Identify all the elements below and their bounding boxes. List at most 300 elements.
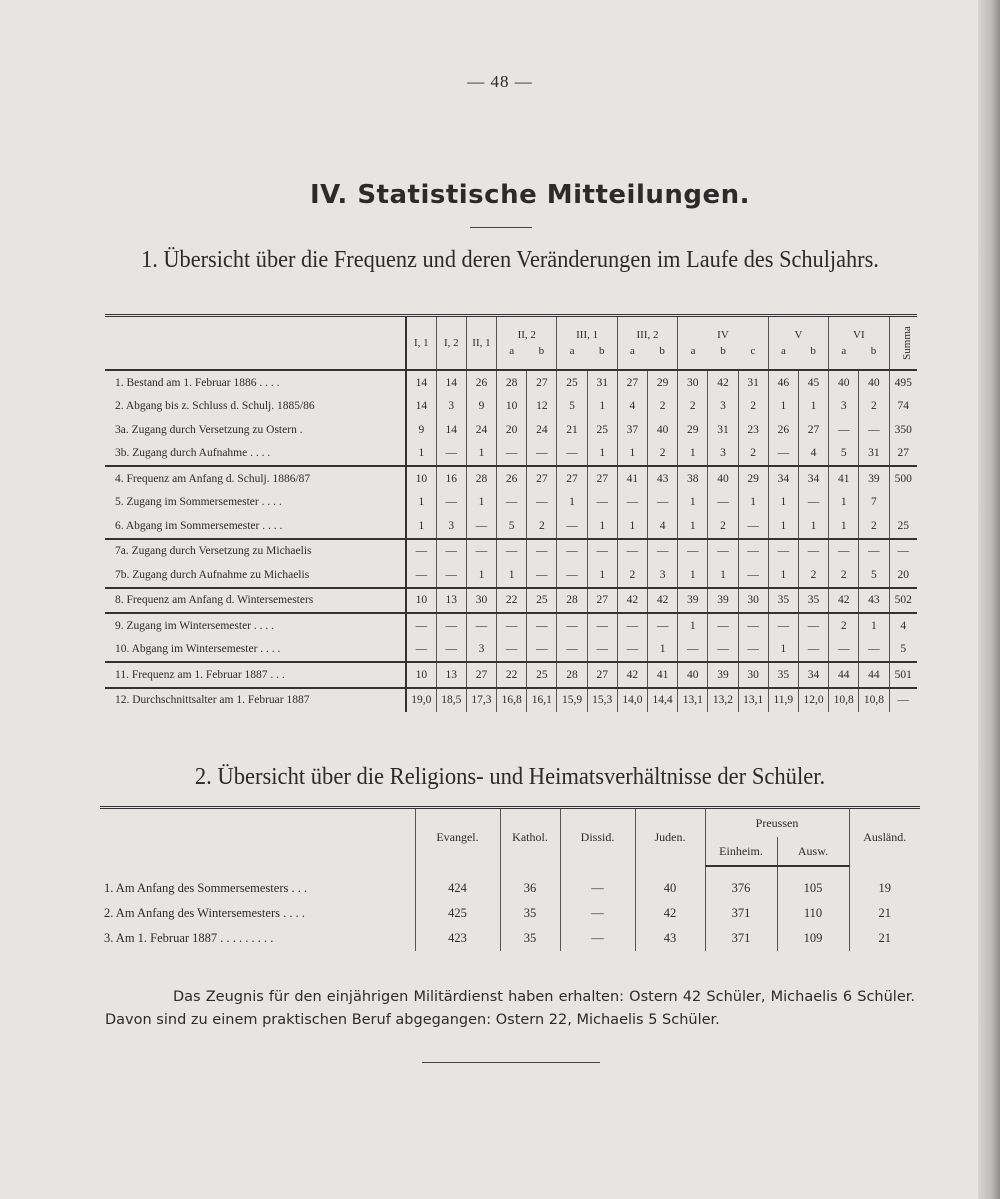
section-title: IV. Statistische Mitteilungen.	[309, 180, 751, 210]
table-cell: —	[648, 613, 678, 638]
table-cell: 1	[617, 442, 647, 467]
table-cell: 42	[708, 370, 738, 395]
preussen-header: Preussen	[705, 808, 849, 838]
table-cell: —	[560, 901, 635, 926]
table-cell: 2	[798, 563, 828, 588]
table-cell: 424	[415, 866, 500, 901]
table-cell: 1	[466, 491, 496, 515]
table-cell: 26	[768, 418, 798, 442]
table-cell: —	[560, 926, 635, 951]
class-header: I, 2	[436, 316, 466, 371]
table-cell: 27	[798, 418, 828, 442]
table-cell: —	[436, 442, 466, 467]
table-cell: 35	[768, 588, 798, 614]
table-cell: 15,3	[587, 688, 617, 713]
table-cell: 35	[500, 926, 560, 951]
table-cell: —	[406, 563, 436, 588]
table-cell: 2	[527, 514, 557, 539]
table-cell: 27	[557, 466, 587, 491]
table-cell: —	[587, 491, 617, 515]
frequency-table	[105, 314, 917, 712]
table-cell: 1	[617, 514, 647, 539]
dissid-header: Dissid.	[560, 808, 635, 867]
table-cell: 28	[466, 466, 496, 491]
table-cell: 1	[406, 514, 436, 539]
table-cell: 29	[738, 466, 768, 491]
table-cell: 2	[738, 395, 768, 419]
table-cell: 41	[648, 662, 678, 688]
table-cell: 43	[635, 926, 705, 951]
table-cell: 13	[436, 588, 466, 614]
table-cell: 5	[829, 442, 859, 467]
table-cell: 36	[500, 866, 560, 901]
class-header: V a b	[768, 316, 828, 371]
table-row	[100, 901, 920, 926]
table-cell: 1	[768, 638, 798, 663]
table-row	[105, 370, 917, 395]
class-header: III, 1 a b	[557, 316, 617, 371]
table-cell: —	[768, 539, 798, 564]
table-cell: —	[648, 491, 678, 515]
page-number: — 48 —	[467, 72, 533, 91]
table-cell: 39	[859, 466, 889, 491]
table-cell: —	[406, 638, 436, 663]
table-cell: 3	[436, 395, 466, 419]
table-cell: —	[527, 491, 557, 515]
table-cell: 13,1	[738, 688, 768, 713]
table-cell: —	[406, 539, 436, 564]
table-cell: —	[436, 563, 466, 588]
table-cell: 502	[889, 588, 917, 614]
table-cell: —	[557, 638, 587, 663]
table-row	[105, 563, 917, 588]
table-cell: —	[859, 638, 889, 663]
table-cell: 16	[436, 466, 466, 491]
table-cell: 10	[497, 395, 527, 419]
table-cell: 39	[708, 588, 738, 614]
table-cell: —	[527, 539, 557, 564]
table-cell: 46	[768, 370, 798, 395]
table-cell: 30	[678, 370, 708, 395]
table-cell: 27	[466, 662, 496, 688]
table-cell: 25	[587, 418, 617, 442]
table-cell: 35	[768, 662, 798, 688]
ausw-header: Ausw.	[777, 837, 849, 866]
table-cell: —	[497, 638, 527, 663]
table-row	[105, 588, 917, 614]
table-cell: 1	[798, 395, 828, 419]
table-cell: 10	[406, 466, 436, 491]
table-cell: —	[557, 613, 587, 638]
table-cell: —	[587, 613, 617, 638]
table-cell: 27	[889, 442, 917, 467]
table-cell: 25	[557, 370, 587, 395]
table-cell: 30	[738, 588, 768, 614]
label-header	[105, 316, 406, 371]
table-cell: 1	[768, 491, 798, 515]
table-cell: 2	[829, 563, 859, 588]
table-cell: 44	[859, 662, 889, 688]
class-header: I, 1	[406, 316, 436, 371]
table-cell: 21	[849, 926, 920, 951]
table-cell: 20	[889, 563, 917, 588]
table-cell: —	[829, 418, 859, 442]
table-cell: 18,5	[436, 688, 466, 713]
table-cell: —	[587, 638, 617, 663]
table-cell: 19	[849, 866, 920, 901]
table-cell: —	[617, 613, 647, 638]
table-cell: —	[557, 539, 587, 564]
table-row	[105, 638, 917, 663]
table-cell: —	[406, 613, 436, 638]
row-label: 3a. Zugang durch Versetzung zu Ostern .	[105, 418, 406, 442]
table-cell: 21	[557, 418, 587, 442]
table-cell: 2	[648, 442, 678, 467]
table-cell: 15,9	[557, 688, 587, 713]
table-cell: 1	[678, 563, 708, 588]
table-cell: —	[738, 563, 768, 588]
table-cell: —	[527, 613, 557, 638]
table-cell: —	[708, 613, 738, 638]
table-cell: 45	[798, 370, 828, 395]
table-cell: 42	[648, 588, 678, 614]
row-label: 3. Am 1. Februar 1887 . . . . . . . . .	[104, 931, 274, 945]
table-cell: —	[798, 613, 828, 638]
table-cell: 350	[889, 418, 917, 442]
table-cell: 3	[708, 395, 738, 419]
table-cell: 74	[889, 395, 917, 419]
table-cell: 371	[705, 926, 777, 951]
table-cell: 27	[587, 662, 617, 688]
table-cell: 1	[678, 514, 708, 539]
frequency-table-body	[105, 370, 917, 712]
row-label: 7b. Zugang durch Aufnahme zu Michaelis	[105, 563, 406, 588]
table-cell: 31	[587, 370, 617, 395]
table-cell: 26	[466, 370, 496, 395]
table-cell: 44	[829, 662, 859, 688]
table-cell: 27	[617, 370, 647, 395]
table-cell: —	[617, 491, 647, 515]
table-cell: 376	[705, 866, 777, 901]
table-cell: —	[497, 539, 527, 564]
table-cell: 3	[466, 638, 496, 663]
table-row	[105, 613, 917, 638]
table-cell: —	[708, 539, 738, 564]
row-label: 6. Abgang im Sommersemester . . . .	[105, 514, 406, 539]
frequency-table-header	[105, 316, 917, 371]
table1-title: 1. Übersicht über die Frequenz und deren Veränderungen im Laufe des Schuljahrs.	[141, 247, 879, 273]
table-cell: —	[738, 613, 768, 638]
table-cell: —	[768, 613, 798, 638]
table-cell: 1	[466, 563, 496, 588]
row-label: 7a. Zugang durch Versetzung zu Michaelis	[105, 539, 406, 564]
table-cell: —	[497, 613, 527, 638]
table-cell: 371	[705, 901, 777, 926]
table-cell: 1	[829, 491, 859, 515]
table-cell: 14	[436, 370, 466, 395]
table-cell: 110	[777, 901, 849, 926]
row-label: 11. Frequenz am 1. Februar 1887 . . .	[105, 662, 406, 688]
table-row	[105, 491, 917, 515]
table-cell: 27	[527, 466, 557, 491]
row-label: 10. Abgang im Wintersemester . . . .	[105, 638, 406, 663]
table-cell: 29	[678, 418, 708, 442]
table-cell: 13,2	[708, 688, 738, 713]
table-cell: 10,8	[859, 688, 889, 713]
table-cell: 13	[436, 662, 466, 688]
table-cell: 1	[768, 563, 798, 588]
table-cell: 25	[527, 588, 557, 614]
table-cell: 1	[678, 442, 708, 467]
table-cell: —	[557, 442, 587, 467]
footnote-paragraph: Das Zeugnis für den einjährigen Militärdienst haben erhalten: Ostern 42 Schüler, Michaelis 6 Schüler. Davon sind zu einem praktischen Beruf abgegangen: Ostern 22, Michaelis 5 Schüler.	[105, 989, 915, 1028]
table-cell: —	[466, 514, 496, 539]
row-label: 3b. Zugang durch Aufnahme . . . .	[105, 442, 406, 467]
table-cell: 14	[406, 370, 436, 395]
table-cell: 28	[557, 588, 587, 614]
table-cell: 31	[708, 418, 738, 442]
table-cell: 39	[708, 662, 738, 688]
table-cell: 2	[617, 563, 647, 588]
table-cell: 31	[859, 442, 889, 467]
table-cell: —	[859, 418, 889, 442]
table-cell: 13,1	[678, 688, 708, 713]
table-cell: 34	[768, 466, 798, 491]
table-cell: 14	[406, 395, 436, 419]
auslaend-header: Ausländ.	[849, 808, 920, 867]
table-cell: —	[738, 539, 768, 564]
table-row	[105, 514, 917, 539]
table-cell	[889, 491, 917, 515]
table-cell: 1	[587, 514, 617, 539]
table-cell: 40	[829, 370, 859, 395]
table-cell: —	[798, 539, 828, 564]
table-cell: —	[829, 638, 859, 663]
summa-header: Summa	[889, 316, 917, 371]
table-cell: 29	[648, 370, 678, 395]
table-row	[105, 395, 917, 419]
end-rule	[422, 1062, 600, 1063]
table-cell: 42	[617, 588, 647, 614]
table-cell: 14,4	[648, 688, 678, 713]
table-cell: 2	[738, 442, 768, 467]
table-cell: 1	[859, 613, 889, 638]
table-cell: 9	[466, 395, 496, 419]
table-row	[100, 926, 920, 951]
class-header: VI a b	[829, 316, 889, 371]
table-cell: —	[798, 491, 828, 515]
table-cell: —	[587, 539, 617, 564]
row-label: 9. Zugang im Wintersemester . . . .	[105, 613, 406, 638]
table-cell: 21	[849, 901, 920, 926]
table-cell: —	[798, 638, 828, 663]
row-label: 12. Durchschnittsalter am 1. Februar 1887	[105, 688, 406, 713]
table-cell: —	[617, 638, 647, 663]
table-cell: 42	[635, 901, 705, 926]
table-cell: 10	[406, 662, 436, 688]
table-cell: 16,8	[497, 688, 527, 713]
table-cell: 20	[497, 418, 527, 442]
table2-title: 2. Übersicht über die Religions- und Heimatsverhältnisse der Schüler.	[194, 764, 826, 790]
table-cell: —	[859, 539, 889, 564]
row-label: 5. Zugang im Sommersemester . . . .	[105, 491, 406, 515]
table-row	[105, 662, 917, 688]
table-cell: 40	[648, 418, 678, 442]
table-cell: 11,9	[768, 688, 798, 713]
table-cell: —	[678, 638, 708, 663]
table-cell: 27	[587, 588, 617, 614]
label-header	[100, 808, 415, 867]
table-cell: 35	[500, 901, 560, 926]
title-rule	[470, 227, 532, 228]
table-cell: 40	[708, 466, 738, 491]
table-row	[100, 866, 920, 901]
table-cell: 1	[497, 563, 527, 588]
table-row	[105, 539, 917, 564]
table-cell: 14	[436, 418, 466, 442]
table-cell: 1	[738, 491, 768, 515]
table-cell: 4	[617, 395, 647, 419]
table-cell: 22	[497, 662, 527, 688]
table-cell: 28	[557, 662, 587, 688]
table-cell: 1	[768, 514, 798, 539]
table-cell: 39	[678, 588, 708, 614]
table-cell: 2	[829, 613, 859, 638]
table-cell: 30	[466, 588, 496, 614]
table-cell: 25	[889, 514, 917, 539]
table-cell: 105	[777, 866, 849, 901]
table-cell: —	[436, 638, 466, 663]
table-cell: 40	[859, 370, 889, 395]
table-cell: 1	[829, 514, 859, 539]
table-cell: 43	[648, 466, 678, 491]
table-cell: 2	[859, 395, 889, 419]
table-cell: 16,1	[527, 688, 557, 713]
table-cell: 500	[889, 466, 917, 491]
table-cell: 1	[768, 395, 798, 419]
table-cell: 24	[466, 418, 496, 442]
table-cell: —	[497, 491, 527, 515]
table-cell: 1	[466, 442, 496, 467]
table-row	[105, 688, 917, 713]
table-cell: 35	[798, 588, 828, 614]
table-cell: 14,0	[617, 688, 647, 713]
table-cell: 4	[889, 613, 917, 638]
table-cell: 17,3	[466, 688, 496, 713]
table-cell: 42	[829, 588, 859, 614]
table-cell: —	[738, 514, 768, 539]
table-cell: 37	[617, 418, 647, 442]
table-cell: 19,0	[406, 688, 436, 713]
row-label: 1. Bestand am 1. Februar 1886 . . . .	[105, 370, 406, 395]
table-cell: 423	[415, 926, 500, 951]
table-cell: 3	[708, 442, 738, 467]
table-cell: —	[889, 688, 917, 713]
table-cell: 27	[527, 370, 557, 395]
table-cell: 31	[738, 370, 768, 395]
table-row	[105, 418, 917, 442]
class-header: III, 2 a b	[617, 316, 677, 371]
row-label: 8. Frequenz am Anfang d. Wintersemesters	[105, 588, 406, 614]
row-label: 1. Am Anfang des Sommersemesters . . .	[104, 880, 308, 895]
religion-table-body	[100, 866, 920, 951]
class-header: II, 2 a b	[497, 316, 557, 371]
table-cell: 4	[648, 514, 678, 539]
table-cell: 3	[829, 395, 859, 419]
table-cell: —	[557, 514, 587, 539]
table-cell: 5	[557, 395, 587, 419]
religion-table-header-top	[100, 808, 920, 838]
table-cell: 501	[889, 662, 917, 688]
table-cell: 26	[497, 466, 527, 491]
table-cell: 109	[777, 926, 849, 951]
table-cell: —	[436, 491, 466, 515]
table-cell: 1	[798, 514, 828, 539]
table-cell: 1	[678, 613, 708, 638]
table-cell: —	[436, 613, 466, 638]
table-cell: 10	[406, 588, 436, 614]
table-cell: 25	[527, 662, 557, 688]
table-cell: 27	[587, 466, 617, 491]
table-cell: —	[466, 539, 496, 564]
table-cell: 1	[557, 491, 587, 515]
kathol-header: Kathol.	[500, 808, 560, 867]
table-cell: 1	[406, 491, 436, 515]
table-cell: 40	[678, 662, 708, 688]
table-cell: —	[708, 491, 738, 515]
table-cell: —	[557, 563, 587, 588]
table-cell: 38	[678, 466, 708, 491]
table-cell: —	[768, 442, 798, 467]
table-cell: 4	[798, 442, 828, 467]
table-cell: 1	[587, 442, 617, 467]
table-cell: 5	[889, 638, 917, 663]
table-cell: —	[617, 539, 647, 564]
table-cell: —	[527, 638, 557, 663]
table-cell: —	[829, 539, 859, 564]
table-cell: 41	[829, 466, 859, 491]
table-cell: 43	[859, 588, 889, 614]
table-cell: 425	[415, 901, 500, 926]
row-label: 2. Am Anfang des Wintersemesters . . . .	[104, 906, 305, 920]
table-cell: 41	[617, 466, 647, 491]
table-cell: —	[436, 539, 466, 564]
table-cell: 10,8	[829, 688, 859, 713]
table-cell: 34	[798, 662, 828, 688]
table-cell: —	[527, 563, 557, 588]
table-cell: 24	[527, 418, 557, 442]
row-label: 4. Frequenz am Anfang d. Schulj. 1886/87	[105, 466, 406, 491]
einheim-header: Einheim.	[705, 837, 777, 866]
table-cell: 5	[497, 514, 527, 539]
class-header: II, 1	[466, 316, 496, 371]
table-cell: 28	[497, 370, 527, 395]
table-cell: 7	[859, 491, 889, 515]
class-header: IV a b c	[678, 316, 769, 371]
table-cell: 34	[798, 466, 828, 491]
evangel-header: Evangel.	[415, 808, 500, 867]
table-cell: —	[708, 638, 738, 663]
table-cell: 23	[738, 418, 768, 442]
table-cell: —	[497, 442, 527, 467]
table-cell: 1	[587, 395, 617, 419]
table-cell: 2	[859, 514, 889, 539]
table-cell: 3	[436, 514, 466, 539]
table-row	[105, 466, 917, 491]
table-cell: 495	[889, 370, 917, 395]
table-cell: —	[738, 638, 768, 663]
table-cell: 5	[859, 563, 889, 588]
